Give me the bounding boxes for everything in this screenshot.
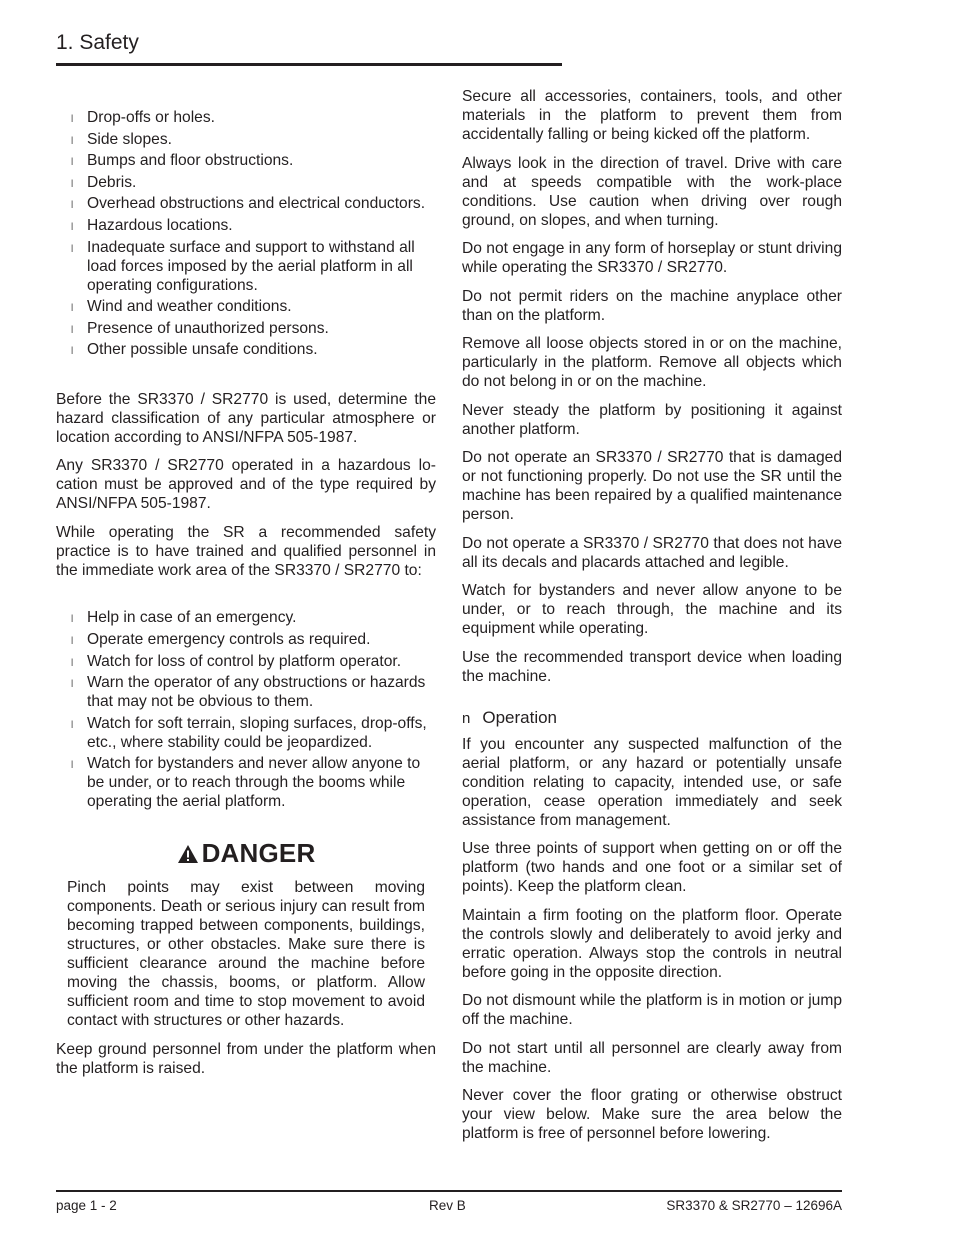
list-item (56, 630, 436, 649)
bullet-marker: l (71, 157, 74, 169)
bullet-marker: l (71, 760, 74, 772)
danger-heading (67, 838, 425, 868)
paragraph: If you encounter any suspected malfunction of the aerial platform, or any hazard or potentially unsafe condition relating to capacity, intended use, or safe operation, cease operation immediately and seek assistance from management. (462, 735, 842, 829)
bullet-marker: l (71, 657, 74, 669)
paragraph: Remove all loose objects stored in or on the machine, particularly in the platform. Remove all objects which do not belong in or on the machine. (462, 335, 842, 390)
paragraph: Use the recommended transport device when loading the machine. (462, 648, 842, 685)
bullet-marker: l (71, 200, 74, 212)
paragraph: Watch for bystanders and never allow anyone to be under, or to reach through, the machine and its equipment while operating. (462, 582, 842, 637)
operation-paragraphs (462, 735, 842, 1144)
paragraph: Do not permit riders on the machine anyplace other than on the platform. (462, 287, 842, 324)
bullet-marker: l (71, 243, 74, 255)
list-item (56, 608, 436, 627)
paragraph: Secure all accessories, containers, tools, and other materials in the platform to prevent them from accidentally falling or being kicked off the platform. (462, 88, 842, 143)
list-item-text: Warn the operator of any obstructions or hazards that may not be obvious to them. (87, 674, 426, 711)
operation-section-heading (462, 708, 842, 729)
list-item (56, 238, 436, 295)
bullet-marker: l (71, 303, 74, 315)
list-item (56, 216, 436, 235)
paragraph: Do not dismount while the platform is in motion or jump off the machine. (462, 992, 842, 1028)
paragraph: Never cover the floor grating or otherwise obstruct your view below. Make sure the area below the platform is free of personnel before lowering. (462, 1087, 842, 1142)
danger-title: DANGER (201, 838, 316, 869)
list-item-text: Watch for soft terrain, sloping surfaces, drop-offs, etc., where stability could be jeopardized. (87, 714, 427, 751)
bullet-marker: l (71, 614, 74, 626)
list-item-text: Overhead obstructions and electrical conductors. (87, 195, 426, 213)
list-item (56, 151, 436, 170)
list-item (56, 173, 436, 192)
spacer (56, 589, 436, 608)
personnel-duties-list (56, 608, 436, 811)
paragraph: Do not operate an SR3370 / SR2770 that is damaged or not functioning properly. Do not use the SR until the machine has been repaired by a qualified maintenance person. (462, 449, 842, 523)
footer-page-number: page 1 - 2 (56, 1198, 117, 1213)
bullet-marker: l (71, 636, 74, 648)
hazard-list (56, 108, 436, 359)
list-item-text: Hazardous locations. (87, 216, 233, 234)
list-item-text: Presence of unauthorized persons. (87, 319, 329, 337)
list-item (56, 194, 436, 213)
list-item-text: Operate emergency controls as required. (87, 631, 371, 649)
list-item (56, 673, 436, 711)
paragraph: Do not operate a SR3370 / SR2770 that does not have all its decals and placards attached and legible. (462, 534, 842, 571)
danger-notice (67, 838, 425, 1030)
list-item-text: Drop-offs or holes. (87, 109, 215, 126)
warning-triangle-icon (177, 844, 199, 864)
hazardous-location-paragraph: Any SR3370 / SR2770 operated in a hazardous location must be approved and of the type required by ANSI/NFPA 505-1987. (56, 457, 436, 513)
paragraph: Always look in the direction of travel. Drive with care and at speeds compatible with the work-place conditions. Use caution when driving over rough ground, on slopes, and when turning. (462, 154, 842, 229)
bullet-marker: l (71, 719, 74, 731)
section-marker: n (462, 709, 471, 727)
list-item (56, 754, 436, 811)
list-item-text: Inadequate surface and support to withstand all load forces imposed by the aerial platform in all operating configurations. (87, 238, 415, 294)
paragraph: Maintain a firm footing on the platform floor. Operate the controls slowly and deliberately to avoid jerky and erratic operation. Always stop the controls in neutral before going in the opposite direction. (462, 906, 842, 981)
danger-text: Pinch points may exist between moving components. Death or serious injury can result from becoming trapped between components, buildings, structures, or other obstacles. Make sure there is sufficient clearance around the machine before moving the chassis, booms, or platform. Allow sufficient room and time to stop movement to avoid contact with structures or other hazards. (67, 879, 425, 1030)
list-item (56, 297, 436, 316)
footer-rule (56, 1190, 842, 1192)
bullet-marker: l (71, 346, 74, 358)
bullet-marker: l (71, 114, 74, 125)
list-item-text: Watch for bystanders and never allow anyone to be under, or to reach through the booms while operating the aerial platform. (87, 755, 421, 811)
list-item-text: Debris. (87, 173, 137, 191)
footer-revision: Rev B (429, 1198, 466, 1213)
right-column (462, 87, 842, 1153)
list-item-text: Side slopes. (87, 130, 172, 148)
header-rule (56, 63, 562, 66)
paragraph: Never steady the platform by positioning it against another platform. (462, 401, 842, 438)
personnel-practice-paragraph: While operating the SR a recommended safety practice is to have trained and qualified personnel in the immediate work area of the SR3370 / SR2770 to: (56, 523, 436, 579)
left-column (56, 108, 436, 1087)
paragraph: Do not engage in any form of horseplay or stunt driving while operating the SR3370 / SR2770. (462, 240, 842, 276)
bullet-marker: l (71, 178, 74, 190)
list-item-text: Bumps and floor obstructions. (87, 152, 294, 170)
bullet-marker: l (71, 679, 74, 691)
bullet-marker: l (71, 324, 74, 336)
list-item (56, 319, 436, 338)
list-item-text: Watch for loss of control by platform operator. (87, 652, 402, 670)
section-title: Operation (482, 707, 558, 727)
ground-personnel-paragraph: Keep ground personnel from under the platform when the platform is raised. (56, 1040, 436, 1077)
footer-document-id: SR3370 & SR2770 – 12696A (666, 1198, 842, 1213)
paragraph: Use three points of support when getting on or off the platform (two hands and one foot or a similar set of points). Keep the platform clean. (462, 840, 842, 895)
list-item (56, 108, 436, 127)
page-header-title: 1. Safety (56, 31, 139, 54)
bullet-marker: l (71, 135, 74, 147)
general-safety-paragraphs (462, 87, 842, 686)
list-item-text: Other possible unsafe conditions. (87, 341, 318, 359)
list-item (56, 340, 436, 359)
list-item-text: Wind and weather conditions. (87, 298, 292, 316)
paragraph: Do not start until all personnel are clearly away from the machine. (462, 1039, 842, 1076)
list-item-text: Help in case of an emergency. (87, 609, 297, 627)
list-item (56, 652, 436, 671)
bullet-marker: l (71, 221, 74, 233)
spacer (56, 362, 436, 390)
list-item (56, 130, 436, 149)
hazard-classification-paragraph: Before the SR3370 / SR2770 is used, determine the hazard classification of any particular atmosphere or location according to ANSI/NFPA 505-1987. (56, 390, 436, 446)
list-item (56, 714, 436, 752)
